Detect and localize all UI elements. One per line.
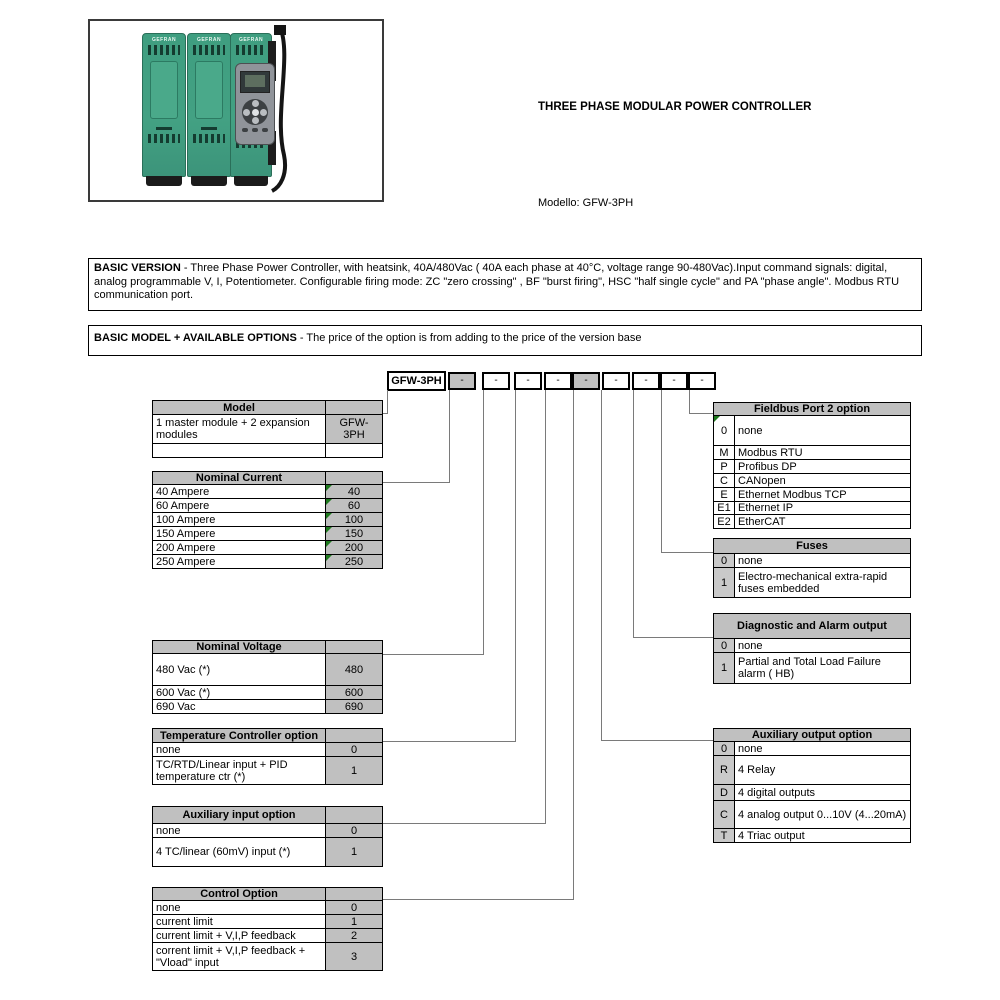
option-code: 1 [714,653,735,684]
option-label: Electro-mechanical extra-rapid fuses embedded [735,568,911,598]
table-row [153,654,383,686]
basic-model-box [88,325,922,356]
option-code: P [714,460,735,474]
connector-line [689,413,713,414]
option-label: 60 Ampere [153,499,326,513]
page-title: THREE PHASE MODULAR POWER CONTROLLER [538,101,812,113]
table-row [153,915,383,929]
order-code-segment-6: - [602,372,630,390]
table-header: Nominal Voltage [153,641,326,654]
brand-label: GEFRAN [151,37,177,43]
option-code: 0 [714,416,735,446]
option-code: 100 [326,513,383,527]
option-label: none [735,742,911,756]
option-label: Modbus RTU [735,446,911,460]
table-header-row [714,403,911,416]
option-label: 690 Vac [153,700,326,714]
table-row [153,415,383,444]
table-row [714,416,911,446]
table-header-blank [326,472,383,485]
control-option-table [152,887,383,971]
table-header-row [153,641,383,654]
option-label: corrent limit + V,I,P feedback + "Vload" input [153,943,326,971]
option-code: 1 [326,915,383,929]
connector-line [387,390,388,414]
temperature-controller-table [152,728,383,785]
option-code: 600 [326,686,383,700]
vent-grille [148,45,180,55]
table-row [714,829,911,843]
order-code-base: GFW-3PH [387,371,446,391]
option-code [326,444,383,458]
controller-keypad [235,63,275,145]
table-row [714,568,911,598]
connector-line [383,654,484,655]
option-code: C [714,474,735,488]
table-header: Nominal Current [153,472,326,485]
connector-line [383,741,516,742]
table-row [153,555,383,569]
option-label: Ethernet IP [735,502,911,515]
option-code: E [714,488,735,502]
table-header-blank [326,888,383,901]
option-label: 200 Ampere [153,541,326,555]
table-row [714,474,911,488]
basic-version-text: - Three Phase Power Controller, with heatsink, 40A/480Vac ( 40A each phase at 40°C, voltage range 90-480Vac).Input command signals: digital, analog programmable V, I, Potentiometer. Configurable firing mode: ZC "zero crossing" , BF "burst firing", HSC "half single cycle" and PA "phase angle". Modbus RTU communication port. [94,262,900,301]
option-code: R [714,756,735,785]
option-label: 480 Vac (*) [153,654,326,686]
comment-marker-icon [326,499,332,505]
order-code-segment-1: - [448,372,476,390]
table-row [153,700,383,714]
option-label: EtherCAT [735,515,911,529]
option-label: 4 Relay [735,756,911,785]
connector-line [633,637,713,638]
module-panel [150,61,178,119]
table-row [714,742,911,756]
connector-line [601,390,602,741]
option-label: none [153,824,326,838]
table-header: Fuses [714,539,911,554]
brand-label: GEFRAN [238,37,264,43]
auxiliary-output-table [713,728,911,843]
nominal-current-table [152,471,383,569]
table-row [153,943,383,971]
option-label: none [735,416,911,446]
order-code-segment-4: - [544,372,572,390]
vent-grille [193,45,225,55]
comment-marker-icon [326,527,332,533]
option-label: 4 TC/linear (60mV) input (*) [153,838,326,867]
vent-grille [148,134,180,143]
table-row [714,653,911,684]
basic-model-label: BASIC MODEL + AVAILABLE OPTIONS [94,332,297,344]
basic-version-label: BASIC VERSION [94,262,181,274]
comment-marker-icon [326,513,332,519]
module-marking [156,127,172,130]
auxiliary-input-table [152,806,383,867]
option-code: 0 [714,554,735,568]
table-row [714,756,911,785]
option-label: current limit [153,915,326,929]
table-header-row [153,807,383,824]
table-row [153,527,383,541]
connector-line [383,482,450,483]
power-module [187,33,231,177]
option-code: 0 [714,639,735,653]
option-label: 4 Triac output [735,829,911,843]
table-row [714,639,911,653]
table-header-blank [326,729,383,743]
table-header-row [153,888,383,901]
table-row [153,541,383,555]
option-label: Profibus DP [735,460,911,474]
option-code: 200 [326,541,383,555]
option-code: 3 [326,943,383,971]
option-code: E2 [714,515,735,529]
table-row [153,444,383,458]
table-header: Fieldbus Port 2 option [714,403,911,416]
option-label: TC/RTD/Linear input + PID temperature ctr (*) [153,757,326,785]
table-row [153,743,383,757]
option-code: T [714,829,735,843]
table-row [714,460,911,474]
table-row [714,446,911,460]
option-code: GFW-3PH [326,415,383,444]
power-module [142,33,186,177]
option-code: 2 [326,929,383,943]
table-row [714,502,911,515]
option-code: 0 [326,901,383,915]
option-code: 60 [326,499,383,513]
connector-line [633,390,634,638]
option-label [153,444,326,458]
order-code-segment-3: - [514,372,542,390]
option-label: 150 Ampere [153,527,326,541]
connector-line [573,390,574,900]
table-header-row [153,401,383,415]
comment-marker-icon [714,416,720,422]
option-label: 250 Ampere [153,555,326,569]
option-code: 690 [326,700,383,714]
fuses-table [713,538,911,598]
option-label: 600 Vac (*) [153,686,326,700]
table-header-blank [326,401,383,415]
table-header-blank [326,641,383,654]
comment-marker-icon [326,555,332,561]
order-code-segment-5: - [572,372,600,390]
option-code: D [714,785,735,801]
table-row [153,499,383,513]
module-marking [201,127,217,130]
option-label: 1 master module + 2 expansion modules [153,415,326,444]
option-code: C [714,801,735,829]
brand-label: GEFRAN [196,37,222,43]
table-row [714,488,911,502]
option-label: 100 Ampere [153,513,326,527]
module-panel [195,61,223,119]
option-code: 0 [714,742,735,756]
table-header: Temperature Controller option [153,729,326,743]
connector-line [601,740,713,741]
option-code: 150 [326,527,383,541]
basic-version-box [88,258,922,311]
module-base [146,176,182,186]
option-code: 250 [326,555,383,569]
option-label: 4 digital outputs [735,785,911,801]
order-code-segment-7: - [632,372,660,390]
option-code: 0 [326,824,383,838]
option-code: 1 [714,568,735,598]
comment-marker-icon [326,541,332,547]
connector-line [545,390,546,824]
option-label: none [735,554,911,568]
option-code: 1 [326,838,383,867]
option-label: 4 analog output 0...10V (4...20mA) [735,801,911,829]
table-row [153,757,383,785]
table-row [153,929,383,943]
keypad-screen-display [245,75,265,87]
order-code-segment-2: - [482,372,510,390]
table-row [153,824,383,838]
connector-line [483,390,484,655]
diagnostic-table [713,613,911,684]
option-label: current limit + V,I,P feedback [153,929,326,943]
model-table [152,400,383,458]
option-code: 1 [326,757,383,785]
basic-model-text: - The price of the option is from adding to the price of the version base [296,332,642,344]
option-label: Ethernet Modbus TCP [735,488,911,502]
table-header: Auxiliary output option [714,729,911,742]
connector-line [515,390,516,742]
vent-grille [193,134,225,143]
table-row [153,686,383,700]
table-header: Diagnostic and Alarm output [714,614,911,639]
table-row [153,901,383,915]
table-header-row [714,729,911,742]
option-code: 0 [326,743,383,757]
table-row [714,801,911,829]
order-code-segment-9: - [688,372,716,390]
table-header-row [153,472,383,485]
table-header: Control Option [153,888,326,901]
keypad-buttons [242,99,268,125]
table-row [153,513,383,527]
keypad-buttons-row [236,128,274,132]
option-label: none [153,901,326,915]
comment-marker-icon [326,485,332,491]
table-row [153,838,383,867]
table-header-row [153,729,383,743]
connector-line [383,823,546,824]
connector-line [449,390,450,483]
connector-line [661,390,662,553]
option-label: CANopen [735,474,911,488]
option-code: 480 [326,654,383,686]
table-row [714,785,911,801]
option-label: 40 Ampere [153,485,326,499]
product-photo [88,19,384,202]
option-label: none [153,743,326,757]
table-header-row [714,539,911,554]
keypad-screen [240,71,270,93]
option-code: 40 [326,485,383,499]
fieldbus-table [713,402,911,529]
option-label: Partial and Total Load Failure alarm ( HB) [735,653,911,684]
connector-line [383,899,574,900]
option-code: M [714,446,735,460]
table-row [153,485,383,499]
table-header: Model [153,401,326,415]
option-code: E1 [714,502,735,515]
order-code-segment-8: - [660,372,688,390]
table-row [714,515,911,529]
table-header-blank [326,807,383,824]
model-label: Modello: GFW-3PH [538,197,634,209]
connector-line [661,552,713,553]
module-base [191,176,227,186]
option-label: none [735,639,911,653]
table-header: Auxiliary input option [153,807,326,824]
nominal-voltage-table [152,640,383,714]
connector-line [689,390,690,414]
table-row [714,554,911,568]
table-header-row [714,614,911,639]
